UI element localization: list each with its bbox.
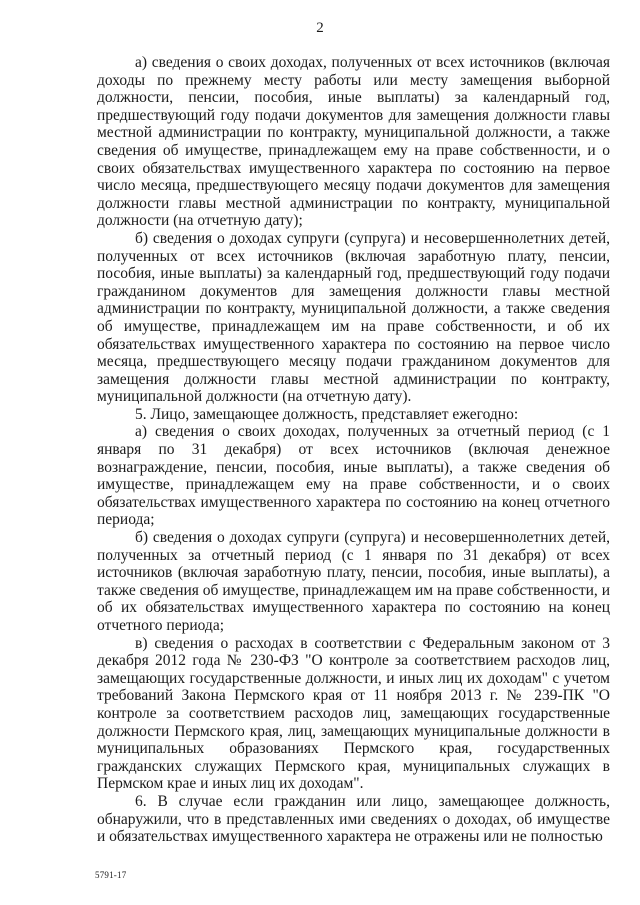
paragraph-4b: б) сведения о доходах супруги (супруга) и несовершеннолетних детей, полученных от всех источников (включая заработную плату, пенсии, пособия, иные выплаты) за календарный год, предшествующий году подачи гражданином документов для замещения должности главы местной администрации по контракту, муниципальной должности, а также сведения об имуществе, принадлежащем им на праве собственности, и об их обязательствах имущественного характера по состоянию на первое число месяца, предшествующего месяцу подачи гражданином документов для замещения должности главы местной администрации по контракту, муниципальной должности (на отчетную дату). bbox=[97, 229, 610, 406]
document-code: 5791-17 bbox=[95, 870, 127, 880]
page-number: 2 bbox=[316, 20, 324, 36]
paragraph-4a: а) сведения о своих доходах, полученных от всех источников (включая доходы по прежнему месту работы или месту замещения выборной должности, пенсии, пособия, иные выплаты) за календарный год, предшествующий году подачи документов для замещения должности главы местной администрации по контракту, муниципальной должности, а также сведения об имуществе, принадлежащем ему на праве собственности, и о своих обязательствах имущественного характера по состоянию на первое число месяца, предшествующего месяцу подачи документов для замещения должности главы местной администрации по контракту, муниципальной должности (на отчетную дату); bbox=[97, 54, 610, 230]
document-body bbox=[97, 54, 610, 846]
paragraph-5b: б) сведения о доходах супруги (супруга) и несовершеннолетних детей, полученных за отчетный период (с 1 января по 31 декабря) от всех источников (включая заработную плату, пенсии, пособия, иные выплаты), а также сведения об имуществе, принадлежащем им на праве собственности, и об их обязательствах имущественного характера по состоянию на конец отчетного периода; bbox=[97, 529, 610, 634]
paragraph-5a: а) сведения о своих доходах, полученных за отчетный период (с 1 января по 31 декабря) от всех источников (включая денежное вознаграждение, пенсии, пособия, иные выплаты), а также сведения об имуществе, принадлежащем ему на праве собственности, и о своих обязательствах имущественного характера по состоянию на конец отчетного периода; bbox=[97, 423, 610, 529]
paragraph-5v: в) сведения о расходах в соответствии с Федеральным законом от 3 декабря 2012 года № 230-ФЗ "О контроле за соответствием расходов лиц, замещающих государственные должности, и иных лиц их доходам" с учетом требований Закона Пермского края от 11 ноября 2013 г. № 239-ПК "О контроле за соответствием расходов лиц, замещающих государственные должности Пермского края, лиц, замещающих муниципальные должности в муниципальных образованиях Пермского края, государственных гражданских служащих Пермского края, муниципальных служащих в Пермском крае и иных лиц их доходам". bbox=[97, 634, 610, 793]
paragraph-6: 6. В случае если гражданин или лицо, замещающее должность, обнаружили, что в представленных ими сведениях о доходах, об имуществе и обязательствах имущественного характера не отражены или не полностью bbox=[97, 792, 610, 846]
paragraph-5: 5. Лицо, замещающее должность, представляет ежегодно: bbox=[135, 405, 519, 423]
